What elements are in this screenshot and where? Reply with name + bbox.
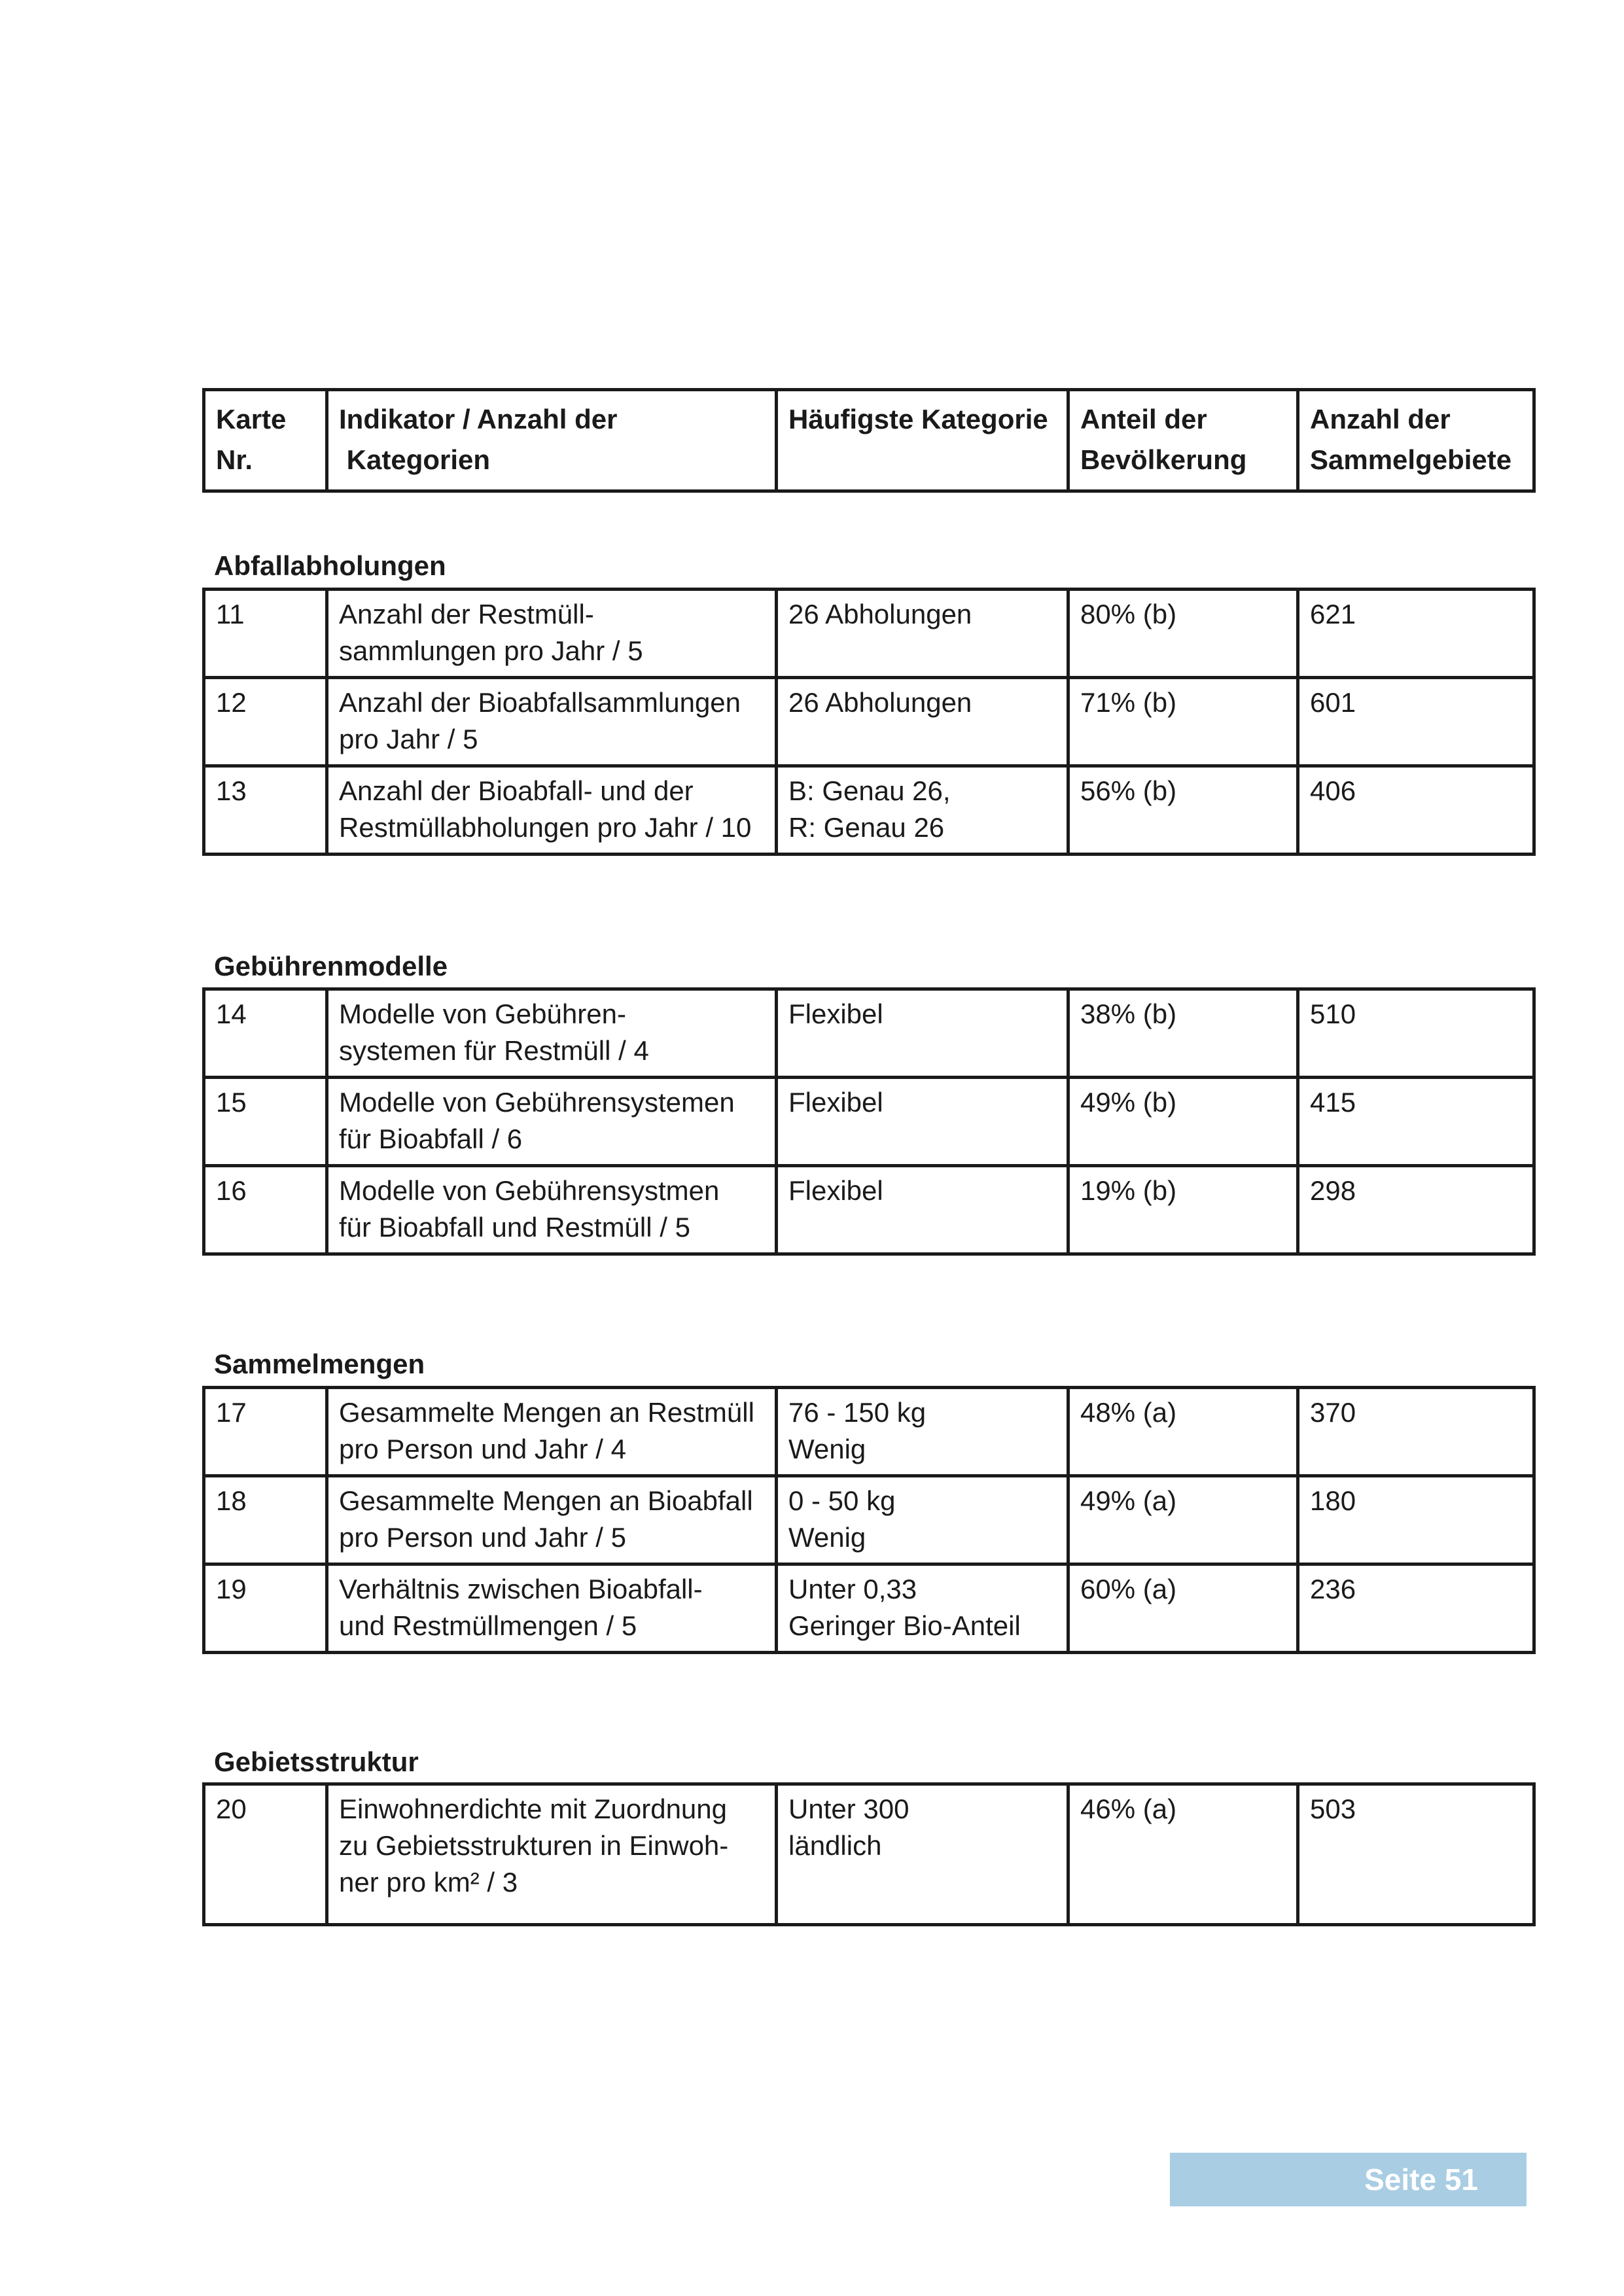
header-table <box>202 388 1536 493</box>
cell-indikator <box>327 1388 777 1476</box>
cell-anteil: 38% (b) <box>1068 989 1298 1078</box>
cell-indikator <box>327 1166 777 1254</box>
cell-text: Gesammelte Mengen an Restmüll <box>339 1397 754 1428</box>
table-row <box>204 1078 1534 1166</box>
cell-anteil: 60% (a) <box>1068 1564 1298 1653</box>
header-text: Anzahl der <box>1310 404 1451 434</box>
section-title-sammelmengen: Sammelmengen <box>214 1349 425 1379</box>
cell-anzahl: 415 <box>1298 1078 1534 1166</box>
header-row <box>204 390 1534 491</box>
cell-indikator <box>327 1564 777 1653</box>
table-row <box>204 1564 1534 1653</box>
cell-text: Wenig <box>788 1434 866 1464</box>
table-row <box>204 678 1534 766</box>
cell-text: Restmüllabholungen pro Jahr / 10 <box>339 812 752 843</box>
cell-anteil: 48% (a) <box>1068 1388 1298 1476</box>
section-table-sammelmengen <box>202 1386 1536 1654</box>
cell-text: Unter 0,33 <box>788 1574 917 1604</box>
cell-text: 26 Abholungen <box>788 599 972 629</box>
cell-anteil: 56% (b) <box>1068 766 1298 855</box>
cell-kategorie <box>777 766 1068 855</box>
cell-anzahl: 370 <box>1298 1388 1534 1476</box>
cell-text: 76 - 150 kg <box>788 1397 927 1428</box>
cell-text: pro Person und Jahr / 5 <box>339 1522 626 1553</box>
table-row <box>204 590 1534 678</box>
cell-indikator <box>327 989 777 1078</box>
cell-text: Modelle von Gebühren- <box>339 998 626 1029</box>
cell-kategorie <box>777 590 1068 678</box>
cell-text: Verhältnis zwischen Bioabfall- <box>339 1574 703 1604</box>
table-row <box>204 1388 1534 1476</box>
cell-anteil: 19% (b) <box>1068 1166 1298 1254</box>
cell-nr: 20 <box>204 1784 327 1925</box>
cell-anzahl: 601 <box>1298 678 1534 766</box>
cell-nr: 15 <box>204 1078 327 1166</box>
cell-indikator <box>327 678 777 766</box>
cell-text: zu Gebietsstrukturen in Einwoh- <box>339 1830 729 1861</box>
table-row <box>204 989 1534 1078</box>
cell-anteil: 71% (b) <box>1068 678 1298 766</box>
cell-text: Flexibel <box>788 1087 883 1118</box>
cell-nr: 18 <box>204 1476 327 1564</box>
cell-text: pro Person und Jahr / 4 <box>339 1434 626 1464</box>
page-number-badge: Seite 51 <box>1170 2153 1527 2206</box>
cell-anteil: 49% (a) <box>1068 1476 1298 1564</box>
cell-kategorie <box>777 1078 1068 1166</box>
cell-text: Modelle von Gebührensystmen <box>339 1175 720 1206</box>
header-text: Karte <box>216 404 287 434</box>
cell-nr: 13 <box>204 766 327 855</box>
section-title-gebuehrenmodelle: Gebührenmodelle <box>214 951 448 981</box>
cell-nr: 19 <box>204 1564 327 1653</box>
cell-nr: 17 <box>204 1388 327 1476</box>
cell-anzahl: 180 <box>1298 1476 1534 1564</box>
cell-kategorie <box>777 1388 1068 1476</box>
cell-kategorie <box>777 678 1068 766</box>
header-anteil <box>1068 390 1298 491</box>
header-text: Anteil der <box>1080 404 1207 434</box>
cell-text: Gesammelte Mengen an Bioabfall <box>339 1485 753 1516</box>
cell-anzahl: 510 <box>1298 989 1534 1078</box>
header-text: Indikator / Anzahl der <box>339 404 618 434</box>
cell-text: Flexibel <box>788 998 883 1029</box>
cell-text: Flexibel <box>788 1175 883 1206</box>
cell-indikator <box>327 1784 777 1925</box>
cell-text: Modelle von Gebührensystemen <box>339 1087 735 1118</box>
cell-anzahl: 406 <box>1298 766 1534 855</box>
cell-text: R: Genau 26 <box>788 812 945 843</box>
cell-text: 0 - 50 kg <box>788 1485 896 1516</box>
header-anzahl <box>1298 390 1534 491</box>
cell-text: Unter 300 <box>788 1793 909 1824</box>
section-table-gebietsstruktur <box>202 1782 1536 1926</box>
cell-indikator <box>327 590 777 678</box>
cell-text: sammlungen pro Jahr / 5 <box>339 635 643 666</box>
cell-text: und Restmüllmengen / 5 <box>339 1610 637 1641</box>
cell-anzahl: 298 <box>1298 1166 1534 1254</box>
cell-kategorie <box>777 1784 1068 1925</box>
cell-anzahl: 621 <box>1298 590 1534 678</box>
cell-text: Anzahl der Bioabfallsammlungen <box>339 687 741 718</box>
cell-text: Anzahl der Restmüll- <box>339 599 594 629</box>
cell-anzahl: 503 <box>1298 1784 1534 1925</box>
cell-indikator <box>327 1078 777 1166</box>
cell-nr: 14 <box>204 989 327 1078</box>
cell-nr: 16 <box>204 1166 327 1254</box>
header-karte-nr <box>204 390 327 491</box>
cell-text: für Bioabfall und Restmüll / 5 <box>339 1212 690 1243</box>
header-indikator <box>327 390 777 491</box>
cell-text: ner pro km² / 3 <box>339 1867 518 1898</box>
header-text: Kategorien <box>339 444 491 475</box>
cell-text: B: Genau 26, <box>788 775 951 806</box>
header-text: Nr. <box>216 444 253 475</box>
section-table-gebuehrenmodelle <box>202 987 1536 1256</box>
header-text: Häufigste Kategorie <box>788 404 1048 434</box>
table-row <box>204 766 1534 855</box>
cell-anteil: 49% (b) <box>1068 1078 1298 1166</box>
cell-kategorie <box>777 1476 1068 1564</box>
table-row <box>204 1476 1534 1564</box>
header-kategorie <box>777 390 1068 491</box>
table-row <box>204 1784 1534 1925</box>
cell-text: Einwohnerdichte mit Zuordnung <box>339 1793 728 1824</box>
cell-text: Geringer Bio-Anteil <box>788 1610 1021 1641</box>
cell-text: Wenig <box>788 1522 866 1553</box>
cell-kategorie <box>777 1564 1068 1653</box>
cell-text: 26 Abholungen <box>788 687 972 718</box>
cell-anzahl: 236 <box>1298 1564 1534 1653</box>
cell-text: Anzahl der Bioabfall- und der <box>339 775 694 806</box>
cell-text: systemen für Restmüll / 4 <box>339 1035 649 1066</box>
section-title-gebietsstruktur: Gebietsstruktur <box>214 1746 419 1777</box>
cell-text: für Bioabfall / 6 <box>339 1123 523 1154</box>
cell-kategorie <box>777 989 1068 1078</box>
cell-anteil: 80% (b) <box>1068 590 1298 678</box>
table-row <box>204 1166 1534 1254</box>
cell-nr: 12 <box>204 678 327 766</box>
section-table-abfallabholungen <box>202 588 1536 856</box>
cell-text: pro Jahr / 5 <box>339 724 478 754</box>
cell-indikator <box>327 766 777 855</box>
section-title-abfallabholungen: Abfallabholungen <box>214 550 446 581</box>
header-text: Bevölkerung <box>1080 444 1247 475</box>
cell-kategorie <box>777 1166 1068 1254</box>
cell-nr: 11 <box>204 590 327 678</box>
cell-indikator <box>327 1476 777 1564</box>
cell-anteil: 46% (a) <box>1068 1784 1298 1925</box>
cell-text: ländlich <box>788 1830 882 1861</box>
header-text: Sammelgebiete <box>1310 444 1512 475</box>
